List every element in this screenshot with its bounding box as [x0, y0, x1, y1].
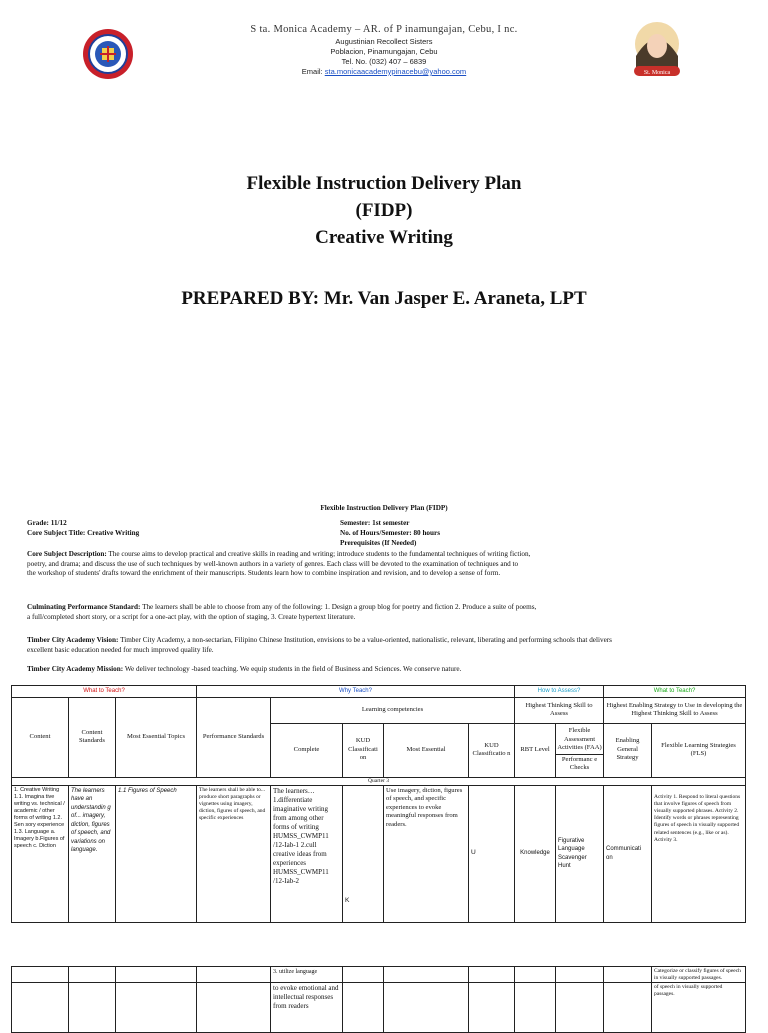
empty-cell: [343, 983, 384, 1033]
prepared-by: PREPARED BY: Mr. Van Jasper E. Araneta, LPT: [181, 288, 587, 309]
why-teach-header: Why Teach?: [197, 686, 515, 698]
col-most-essential: Most Essential: [384, 723, 469, 777]
empty-cell: [197, 967, 271, 983]
col-kud1: KUD Classificati on: [343, 723, 384, 777]
highest-thinking-header: Highest Thinking Skill to Assess: [515, 697, 604, 723]
description-line3: the workshop of students' drafts toward the enrichment of their manuscripts. Students learn how to combine inspiration and revision, and to develop a sense of form.: [27, 569, 501, 577]
cell-kud1: K: [343, 785, 384, 922]
empty-cell: [604, 983, 652, 1033]
empty-cell: [384, 967, 469, 983]
school-email-row: [0, 67, 768, 76]
group-header-row: [12, 697, 746, 723]
empty-cell: [197, 983, 271, 1033]
table-row: [12, 785, 746, 922]
school-phone: Tel. No. (032) 407 – 6839: [341, 57, 427, 66]
empty-cell: [604, 967, 652, 983]
email-label: Email:: [301, 67, 323, 76]
empty-cell: [469, 983, 515, 1033]
mission-text: We deliver technology -based teaching. We equip students in the field of Business and Sciences. We conserve nature.: [124, 665, 462, 673]
how-to-assess-header: How to Assess?: [515, 686, 604, 698]
culminating-standard: [27, 603, 747, 622]
quarter-label: Quarter 3: [12, 777, 746, 785]
empty-cell: [515, 967, 556, 983]
cell-egs: Communicati on: [604, 785, 652, 922]
description-line2: poetry, and drama; and discuss the use of such techniques by well-known authors in a variety of genres. Each class will be devoted to the examination of techniques and to: [27, 559, 519, 568]
doc-title-line1: Flexible Instruction Delivery Plan: [246, 173, 522, 194]
cell-content-standards: The learners have an understandin g of... imagery, diction, figures of speech, and variations on language.: [69, 785, 116, 922]
col-content-standards: Content Standards: [69, 697, 116, 777]
quarter-row: [12, 777, 746, 785]
empty-cell: [116, 967, 197, 983]
col-perf-checks: Performanc e Checks: [561, 755, 598, 772]
doc-title-line3: Creative Writing: [315, 227, 453, 248]
empty-cell: [116, 983, 197, 1033]
empty-cell: [12, 983, 69, 1033]
description-line1: The course aims to develop practical and creative skills in reading and writing; introduce students to the fundamental techniques of writing fiction,: [108, 550, 531, 558]
learning-competencies-header: Learning competencies: [271, 697, 515, 723]
empty-cell: [556, 983, 604, 1033]
col-fls: Flexible Learning Strategies (FLS): [652, 723, 746, 777]
svg-text:St. Monica: St. Monica: [643, 70, 671, 76]
col-performance-standards: Performance Standards: [197, 697, 271, 777]
section-header-row: [12, 686, 746, 698]
core-subject-title: Core Subject Title: Creative Writing: [27, 529, 140, 537]
empty-cell: [69, 967, 116, 983]
vision-line2: excellent basic education needed for much improved quality life.: [27, 645, 214, 654]
highest-enabling-header: Highest Enabling Strategy to Use in developing the Highest Thinking Skill to Assess: [604, 697, 746, 723]
mission-label: Timber City Academy Mission:: [27, 665, 124, 673]
what-to-teach-header-2: What to Teach?: [604, 686, 746, 698]
col-most-essential-topics: Most Essential Topics: [116, 697, 197, 777]
col-rbt: RBT Level: [515, 723, 556, 777]
prerequisites: Prerequisites (If Needed): [340, 539, 417, 547]
school-name: S ta. Monica Academy – AR. of P inamungajan, Cebu, I nc.: [250, 24, 518, 35]
core-subject-description: [27, 550, 747, 579]
empty-cell: [469, 967, 515, 983]
col-egs: Enabling General Strategy: [604, 723, 652, 777]
grade: Grade: 11/12: [27, 519, 67, 527]
cell-kud2: U: [469, 785, 515, 922]
culminating-line2: a full/completed short story, or a script for a one-act play, with the option of staging, 3. Create hypertext literature.: [27, 612, 356, 621]
table-row: [12, 967, 746, 983]
cell-faa: Figurative Language Scavenger Hunt: [556, 785, 604, 922]
empty-cell: [515, 983, 556, 1033]
school-line2: Augustinian Recollect Sisters: [335, 37, 433, 46]
cell-topics: 1.1 Figures of Speech: [116, 785, 197, 922]
culminating-label: Culminating Performance Standard:: [27, 603, 141, 611]
empty-cell: [12, 967, 69, 983]
col-content: Content: [12, 697, 69, 777]
email-link[interactable]: sta.monicaacademypinacebu@yahoo.com: [324, 67, 467, 76]
cell-most-essential: Use imagery, diction, figures of speech, and specific experiences to evoke meaningful responses from readers.: [384, 785, 469, 922]
description-label: Core Subject Description:: [27, 550, 107, 558]
school-address: Poblacion, Pinamungajan, Cebu: [330, 47, 438, 56]
doc-title-line2: (FIDP): [355, 200, 413, 221]
cell-content: 1. Creative Writing 1.1. Imagina tive writing vs. technical / academic / other forms of writing 1.2. Sen sory experience 1.3. Language a. Imagery b.Figures of speech c. Diction: [12, 785, 69, 922]
empty-cell: [343, 967, 384, 983]
cell-fls-2b: of speech in visually supported passages.: [652, 983, 746, 1033]
what-to-teach-header: What to Teach?: [12, 686, 197, 698]
culminating-line1: The learners shall be able to choose from any of the following: 1. Design a group blog for poetry and fiction 2. Produce a suite of poems,: [142, 603, 537, 611]
fidp-heading: Flexible Instruction Delivery Plan (FIDP): [320, 504, 448, 512]
cell-complete: The learners… 1.differentiate imaginative writing from among other forms of writing HUMSS_CWMP11 /12-Iab-1 2.cull creative ideas from experiences HUMSS_CWMP11 /12-Iab-2: [271, 785, 343, 922]
col-complete: Complete: [271, 723, 343, 777]
semester: Semester: 1st semester: [340, 519, 410, 527]
vision-line1: Timber City Academy, a non-sectarian, Filipino Chinese Institution, envisions to be a value-oriented, nationalistic, relevant, liberating and performing schools that delivers: [120, 636, 612, 644]
table-row: [12, 983, 746, 1033]
col-faa-cell: [556, 723, 604, 777]
fidp-table: [11, 685, 746, 923]
fidp-table-continued: [11, 966, 746, 1033]
col-faa: Flexible Assessment Activities (FAA): [556, 726, 603, 755]
cell-complete-2a: 3. utilize language: [271, 967, 343, 983]
empty-cell: [556, 967, 604, 983]
cell-fls-2a: Categorize or classify figures of speech in visually supported passages.: [652, 967, 746, 983]
vision: [27, 636, 747, 655]
empty-cell: [69, 983, 116, 1033]
mission: [27, 665, 747, 675]
cell-rbt: Knowledge: [515, 785, 556, 922]
cell-complete-2b: to evoke emotional and intellectual responses from readers: [271, 983, 343, 1033]
vision-label: Timber City Academy Vision:: [27, 636, 119, 644]
cell-performance: The learners shall be able to... produce short paragraphs or vignettes using imagery, diction, figures of speech, and specific experiences: [197, 785, 271, 922]
empty-cell: [384, 983, 469, 1033]
hours: No. of Hours/Semester: 80 hours: [340, 529, 441, 537]
col-kud2: KUD Classificatio n: [469, 723, 515, 777]
cell-fls: Activity 1. Respond to literal questions that involve figures of speech from visually supported phrases. Activity 2. Identify words or phrases representing figures of speech in visually supported related sentences (e.g., like or as). Activity 3.: [652, 785, 746, 922]
